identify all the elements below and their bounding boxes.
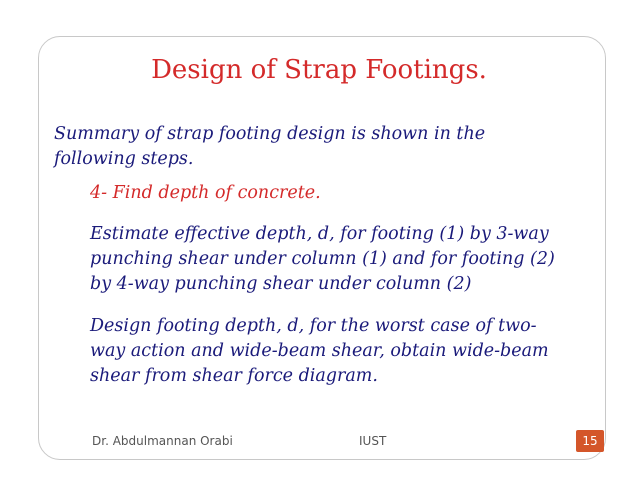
paragraph-footing-depth: Design footing depth, d, for the worst case of two-way action and wide-beam shear, obtain wide-beam shear from shear force diagram. <box>90 316 549 386</box>
step-heading: 4- Find depth of concrete. <box>90 183 321 203</box>
footer-author: Dr. Abdulmannan Orabi <box>92 434 233 448</box>
footer-institution: IUST <box>359 434 387 448</box>
paragraph-effective-depth: Estimate effective depth, d, for footing (1) by 3-way punching shear under column (1) and for footing (2) by 4-way punching shear under column (2) <box>90 224 555 294</box>
page-number-badge: 15 <box>576 430 604 452</box>
slide-title: Design of Strap Footings. <box>151 55 487 85</box>
summary-text: Summary of strap footing design is shown in the following steps. <box>54 124 486 169</box>
